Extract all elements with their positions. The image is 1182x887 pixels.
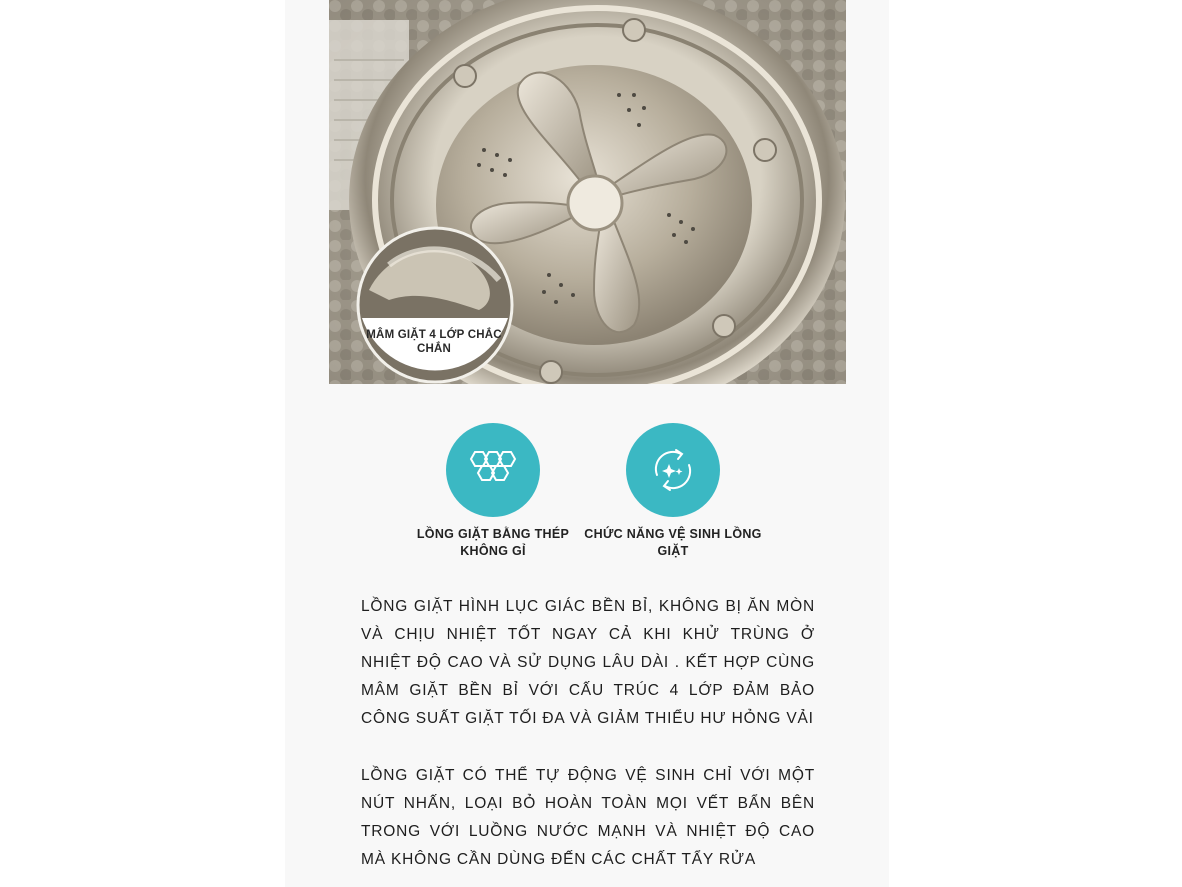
feature-icon-circle bbox=[626, 423, 720, 517]
drum-photo bbox=[329, 0, 846, 384]
feature-stainless-drum bbox=[393, 423, 593, 560]
cycle-clean-icon bbox=[648, 445, 698, 495]
feature-label: LỒNG GIẶT BẰNG THÉP KHÔNG GỈ bbox=[416, 527, 570, 558]
feature-drum-clean bbox=[573, 423, 773, 560]
badge-label: MÂM GIẶT 4 LỚP CHẮC CHẮN bbox=[366, 329, 502, 355]
feature-icon-circle bbox=[446, 423, 540, 517]
description-paragraph: LỒNG GIẶT CÓ THỂ TỰ ĐỘNG VỆ SINH CHỈ VỚI MỘT NÚT NHẤN, LOẠI BỎ HOÀN TOÀN MỌI VẾT BẨN BÊN TRONG VỚI LUỒNG NƯỚC MẠNH VÀ NHIỆT ĐỘ CAO MÀ KHÔNG CẦN DÙNG ĐẾN CÁC CHẤT TẨY RỬA bbox=[361, 767, 815, 868]
drum-illustration bbox=[329, 0, 846, 384]
description-paragraph: LỒNG GIẶT HÌNH LỤC GIÁC BỀN BỈ, KHÔNG BỊ ĂN MÒN VÀ CHỊU NHIỆT TỐT NGAY CẢ KHI KHỬ TRÙNG Ở NHIỆT ĐỘ CAO VÀ SỬ DỤNG LÂU DÀI . KẾT HỢP CÙNG MÂM GIẶT BỀN BỈ VỚI CẤU TRÚC 4 LỚP ĐẢM BẢO CÔNG SUẤT GIẶT TỐI ĐA VÀ GIẢM THIỂU HƯ HỎNG VẢI bbox=[361, 598, 815, 727]
feature-label: CHỨC NĂNG VỆ SINH LỒNG GIẶT bbox=[584, 527, 762, 558]
hexagon-cluster-icon bbox=[465, 450, 521, 490]
